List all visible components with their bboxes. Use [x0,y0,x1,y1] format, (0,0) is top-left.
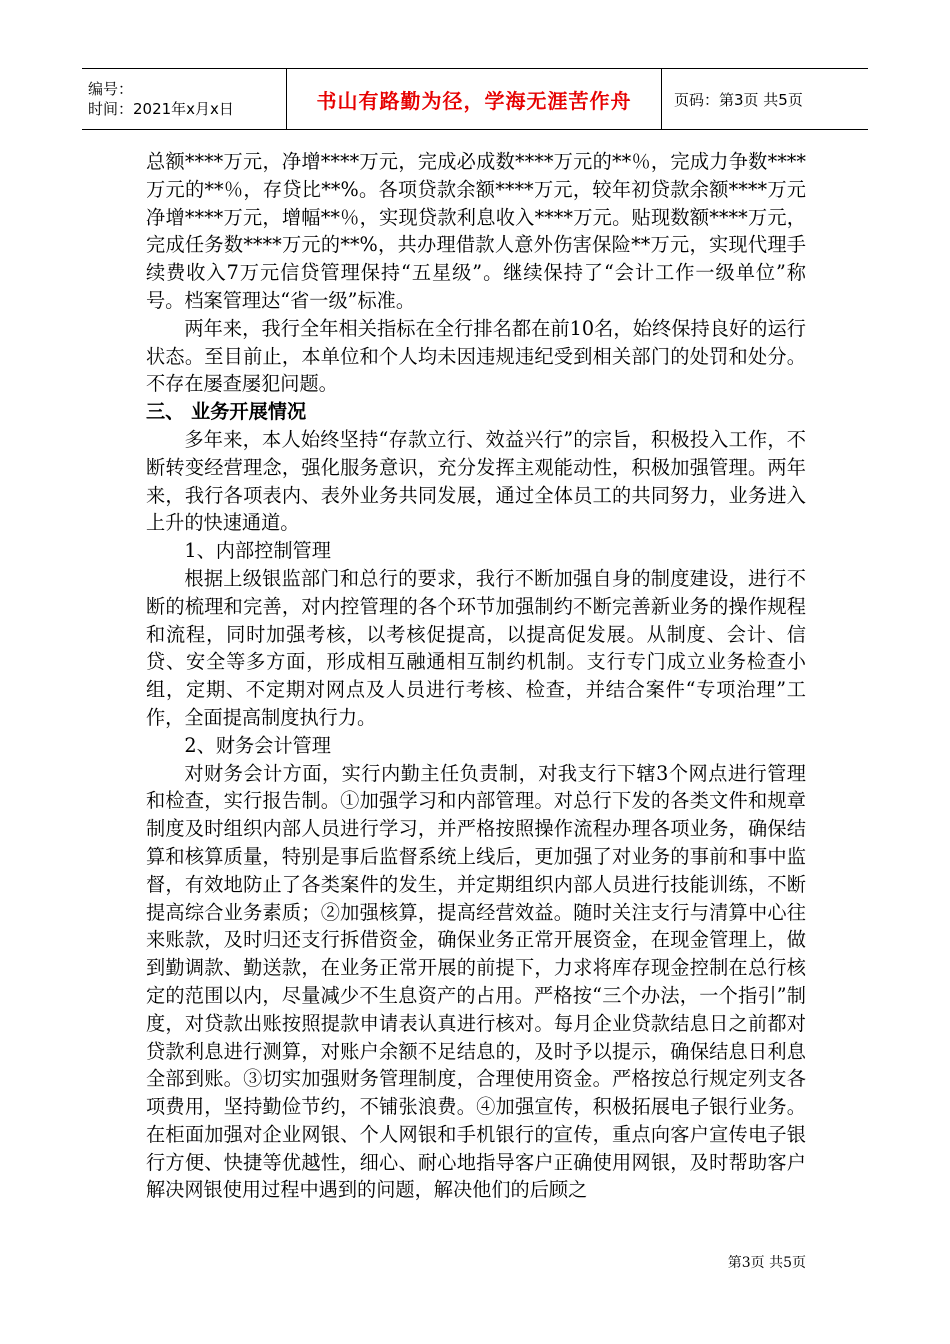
paragraph-continued-summary: 总额****万元，净增****万元，完成必成数****万元的**％，完成力争数****万元的**％，存贷比**%。各项贷款余额****万元，较年初贷款余额****万元净增****万元，增幅**％，实现贷款利息收入****万元。贴现数额****万元，完成任务数****万元的**%，共办理借款人意外伤害保险**万元，实现代理手续费收入7万元信贷管理保持“五星级”。继续保持了“会计工作一级单位”称号。档案管理达“省一级”标准。 [146,150,806,312]
section-heading-business: 三、 业务开展情况 [146,400,307,424]
subheading-financial-accounting: 2、财务会计管理 [184,733,331,757]
paragraph-financial-accounting: 对财务会计方面，实行内勤主任负责制，对我支行下辖3个网点进行管理和检查，实行报告制。①加强学习和内部管理。对总行下发的各类文件和规章制度及时组织内部人员进行学习，并严格按照操作流程办理各项业务，确保结算和核算质量，特别是事后监督系统上线后，更加强了对业务的事前和事中监督，有效地防止了各类案件的发生，并定期组织内部人员进行技能训练，不断提高综合业务素质；②加强核算，提高经营效益。随时关注支行与清算中心往来账款，及时归还支行拆借资金，确保业务正常开展资金，在现金管理上，做到勤调款、勤送款，在业务正常开展的前提下，力求将库存现金控制在总行核定的范围以内，尽量减少不生息资产的占用。严格按“三个办法，一个指引”制度，对贷款出账按照提款申请表认真进行核对。每月企业贷款结息日之前都对贷款利息进行测算，对账户余额不足结息的，及时予以提示，确保结息日利息全部到账。③切实加强财务管理制度，合理使用资金。严格按总行规定列支各项费用，坚持勤俭节约，不铺张浪费。④加强宣传，积极拓展电子银行业务。在柜面加强对企业网银、个人网银和手机银行的宣传，重点向客户宣传电子银行方便、快捷等优越性，细心、耐心地指导客户正确使用网银，及时帮助客户解决网银使用过程中遇到的问题，解决他们的后顾之 [146,761,806,1202]
document-number-label: 编号： [88,80,134,98]
paragraph-ranking: 两年来，我行全年相关指标在全行排名都在前10名，始终保持良好的运行状态。至目前止，本单位和个人均未因违规违纪受到相关部门的处罚和处分。不存在屡查屡犯问题。 [146,316,806,396]
paragraph-internal-control: 根据上级银监部门和总行的要求，我行不断加强自身的制度建设，进行不断的梳理和完善，对内控管理的各个环节加强制约不断完善新业务的操作规程和流程，同时加强考核，以考核促提高，以提高促发展。从制度、会计、信贷、安全等多方面，形成相互融通相互制约机制。支行专门成立业务检查小组，定期、不定期对网点及人员进行考核、检查，并结合案件“专项治理”工作，全面提高制度执行力。 [146,566,806,729]
header-page-number: 页码：第3页 共5页 [674,90,803,109]
document-time-label: 时间：2021年x月x日 [88,100,234,118]
page-header [82,68,868,130]
page-footer-number: 第3页 共5页 [727,1255,806,1271]
paragraph-business-intro: 多年来，本人始终坚持“存款立行、效益兴行”的宗旨，积极投入工作，不断转变经营理念，强化服务意识，充分发挥主观能动性，积极加强管理。两年来，我行各项表内、表外业务共同发展，通过全体员工的共同努力，业务进入上升的快速通道。 [146,427,806,535]
subheading-internal-control: 1、内部控制管理 [184,539,331,563]
header-motto: 书山有路勤为径，学海无涯苦作舟 [287,69,662,129]
header-meta [82,69,287,129]
document-body [146,148,806,1204]
